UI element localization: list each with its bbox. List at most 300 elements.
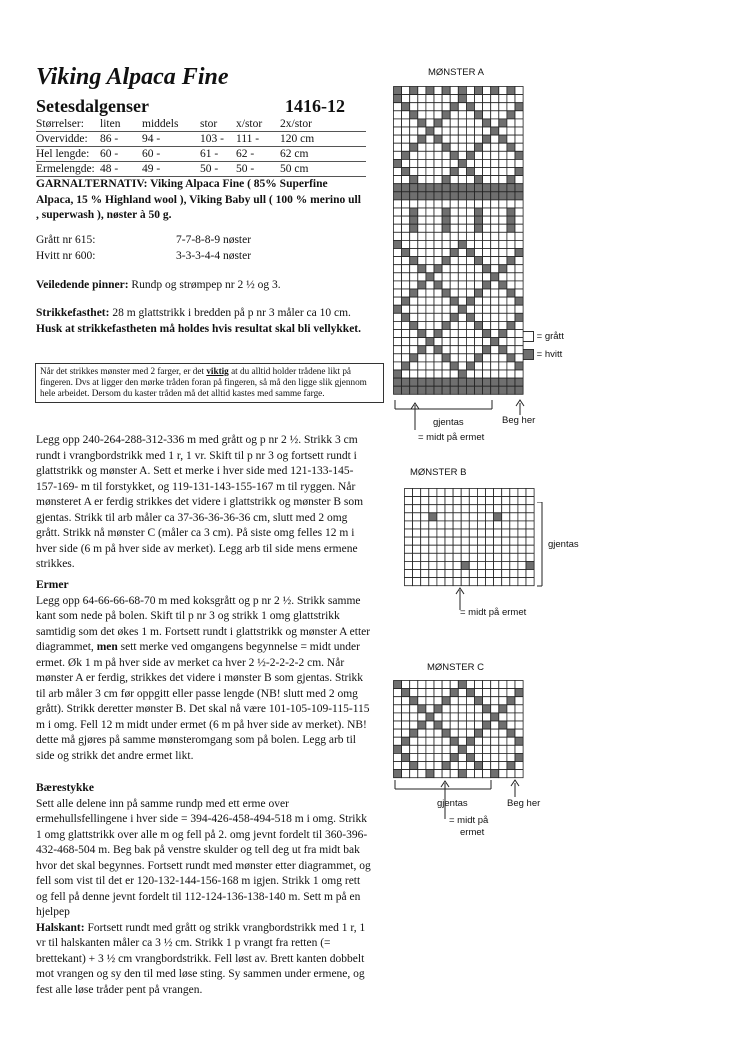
chart-a-cell [402,313,410,321]
chart-a-cell [394,159,402,167]
chart-a-cell [483,354,491,362]
baerestykke-section [36,781,372,998]
chart-c-cell [434,681,442,689]
chart-a-cell [426,289,434,297]
chart-c-cell [491,737,499,745]
chart-a-cell [410,273,418,281]
chart-c-cell [458,729,466,737]
chart-a-cell [434,216,442,224]
note-text-post: at du alltid holder trådene likt på fingeren. Dvs at ligger den mørke tråden foran på fingeren, så må den ligge slik gjennom hele arbeidet. Dersom du kaster tråden må det alltid kastes med samme farge. [40,366,367,399]
chart-a-cell [475,111,483,119]
chart-a-cell [466,386,474,394]
chart-a-cell [402,111,410,119]
chart-a-cell [410,338,418,346]
chart-c-cell [434,753,442,761]
chart-a-cell [491,289,499,297]
chart-a-cell [475,119,483,127]
chart-a-cell [418,176,426,184]
chart-c-cell [394,745,402,753]
chart-a-cell [499,192,507,200]
yarn-color-name: Grått nr 615: [36,234,96,246]
chart-b-cell [469,489,477,497]
chart-c-cell [466,689,474,697]
chart-a-cell [410,208,418,216]
chart-b-cell [437,505,445,513]
chart-a-cell [442,249,450,257]
chart-c-cell [434,689,442,697]
chart-c-cell [483,705,491,713]
chart-c-cell [418,745,426,753]
chart-a-cell [466,330,474,338]
chart-a-cell [483,249,491,257]
chart-a-cell [515,240,523,248]
yarn-color-amount: 3-3-3-4-4 nøster [176,249,252,262]
chart-a-cell [499,297,507,305]
sizes-cell: 48 - [100,163,119,175]
chart-a-cell [418,313,426,321]
chart-a-cell [515,184,523,192]
chart-c-cell [507,721,515,729]
chart-a-cell [466,127,474,135]
chart-c-cell [475,697,483,705]
sizes-cell: 94 - [142,133,161,145]
chart-a-cell [507,321,515,329]
chart-c-cell [450,689,458,697]
ermer-text-b: sett merke ved omgangens begynnelse = midt under ermet. Øk 1 m på hver side av merket ca hver 2 ½-2-2-2-2 cm. Når mønster A er ferdig, strikkes det videre i mønster B som gjentas. Strikk til arb måler 3 cm før oppgitt eller passe lengde (NB! slutt med 2 omg grått). Strikk deretter mønster B. Det skal nå være 101-105-109-115-115 m i omg. Fell 12 m midt under ermet (6 m på hver side av merket). NB! dette må gjøres på samme mønsteromgang som på bolen. Legg arb til side og strikk det andre ermet likt. [36,641,370,762]
chart-a-cell [450,224,458,232]
chart-c-cell [507,681,515,689]
chart-c-beg-her: Beg her [507,798,541,809]
chart-a-cell [410,184,418,192]
chart-b-cell [405,529,413,537]
chart-a-cell [442,289,450,297]
chart-a-cell [450,370,458,378]
chart-c-cell [410,697,418,705]
chart-a-cell [483,330,491,338]
chart-a-cell [466,297,474,305]
chart-a-cell [434,330,442,338]
chart-b-cell [494,489,502,497]
chart-a-cell [466,200,474,208]
chart-a-cell [466,184,474,192]
chart-c-cell [515,689,523,697]
chart-a-cell [507,184,515,192]
chart-b-cell [405,513,413,521]
chart-a-cell [418,127,426,135]
chart-a-cell [426,87,434,95]
chart-c-cell [499,721,507,729]
chart-a-cell [515,297,523,305]
chart-a-cell [515,208,523,216]
chart-c-midt-2: ermet [460,827,485,838]
sizes-row [36,117,366,132]
chart-a-cell [507,240,515,248]
chart-c-cell [418,721,426,729]
chart-b-cell [429,497,437,505]
chart-a-cell [426,249,434,257]
chart-b-cell [413,553,421,561]
chart-a-cell [410,330,418,338]
chart-b-cell [405,521,413,529]
chart-a-cell [507,362,515,370]
chart-c-cell [410,762,418,770]
chart-a-cell [402,289,410,297]
chart-a-cell [507,378,515,386]
chart-a-cell [418,232,426,240]
chart-a-cell [394,176,402,184]
chart-a-cell [394,346,402,354]
sizes-cell: 61 - [200,148,219,160]
chart-a-cell [426,281,434,289]
chart-c-cell [475,737,483,745]
chart-a-cell [410,176,418,184]
chart-b-cell [421,578,429,586]
chart-a-cell [410,321,418,329]
model-number: 1416-12 [285,96,345,116]
chart-a-cell [507,257,515,265]
chart-a-cell [466,257,474,265]
chart-b-cell [437,513,445,521]
chart-c-cell [475,762,483,770]
chart-c-cell [418,753,426,761]
chart-c-cell [394,721,402,729]
chart-b-cell [429,561,437,569]
chart-a-cell [466,119,474,127]
chart-a-cell [458,289,466,297]
chart-c-cell [475,753,483,761]
chart-a-cell [458,103,466,111]
chart-c-cell [483,753,491,761]
chart-a-cell [410,362,418,370]
sizes-cell: liten [100,118,121,130]
chart-a-cell [418,354,426,362]
chart-b-cell [405,497,413,505]
chart-a-cell [466,143,474,151]
chart-a-cell [410,257,418,265]
chart-a-cell [450,297,458,305]
chart-a-cell [394,151,402,159]
chart-a-cell [402,265,410,273]
chart-a-cell [483,370,491,378]
sizes-cell: Ermelengde: [36,163,95,175]
chart-a-cell [475,184,483,192]
chart-a-cell [450,208,458,216]
chart-a-cell [491,216,499,224]
chart-a-cell [418,159,426,167]
chart-a-cell [491,224,499,232]
ermer-text [36,594,372,765]
chart-a-cell [507,103,515,111]
chart-a-cell [434,176,442,184]
baerestykke-text: Sett alle delene inn på samme rundp med ett erme over ermehullsfellingene i hver side = 394-426-458-494-518 m i omg. Strikk 1 omg glattstrikk over alle m og fell på 2. omg jevnt fordelt til 360-396-432-468-504 m. Beg bak på venstre skulder og tell deg ut fra midt bak hvor det skal begynnes. Fortsett rundt med mønster etter diagrammet, og fell som vist til det er 120-132-144-156-168 m igjen. Strikk 1 omg rett og fell på denne jevnt fordelt til 112-124-136-138-140 m. Sett m på en hjelpep [36,797,371,918]
chart-c-cell [483,721,491,729]
chart-a-cell [426,370,434,378]
chart-a-cell [466,273,474,281]
chart-a-cell [442,168,450,176]
chart-a-title: MØNSTER A [428,67,484,78]
chart-a-cell [410,168,418,176]
chart-a-cell [491,159,499,167]
chart-b-cell [405,553,413,561]
chart-a-cell [402,257,410,265]
chart-a-cell [426,273,434,281]
chart-a-cell [418,192,426,200]
chart-a-cell [491,321,499,329]
chart-c-cell [442,753,450,761]
chart-a-cell [410,119,418,127]
chart-c-cell [475,713,483,721]
chart-a-cell [410,281,418,289]
chart-a-cell [410,143,418,151]
sizes-cell: Størrelser: [36,118,84,130]
chart-a-cell [418,111,426,119]
chart-c-cell [507,753,515,761]
yarn-color-row [36,233,366,249]
chart-a-cell [466,249,474,257]
chart-c-cell [507,713,515,721]
chart-a-cell [418,200,426,208]
chart-c-cell [402,737,410,745]
chart-a-cell [394,103,402,111]
chart-a-cell [450,362,458,370]
chart-a-cell [442,330,450,338]
chart-a-cell [434,370,442,378]
chart-a-cell [475,143,483,151]
chart-c-cell [426,721,434,729]
chart-c-cell [507,705,515,713]
chart-a-cell [483,143,491,151]
chart-a-cell [434,95,442,103]
chart-a-cell [466,338,474,346]
chart-a-cell [434,135,442,143]
chart-a-cell [450,151,458,159]
chart-a-cell [515,370,523,378]
chart-c-cell [394,689,402,697]
chart-a-cell [458,111,466,119]
chart-c-cell [450,705,458,713]
note-emphasis: viktig [206,366,229,376]
chart-b-cell [405,570,413,578]
chart-c-cell [466,762,474,770]
chart-c-cell [442,721,450,729]
chart-a-cell [426,330,434,338]
chart-c-cell [426,689,434,697]
chart-a-cell [483,95,491,103]
chart-a-cell [466,281,474,289]
chart-a-cell [491,151,499,159]
chart-b-cell [486,489,494,497]
chart-c-cell [507,697,515,705]
chart-a-cell [483,313,491,321]
chart-a-cell [402,224,410,232]
chart-a-cell [410,297,418,305]
chart-a-cell [442,159,450,167]
sizes-cell: 60 - [142,148,161,160]
chart-a-cell [466,313,474,321]
chart-b-cell [413,505,421,513]
chart-a-cell [466,87,474,95]
chart-c-grid [393,680,524,780]
chart-a-cell [418,135,426,143]
chart-a-cell [402,240,410,248]
chart-a-cell [426,143,434,151]
chart-b-cell [421,489,429,497]
chart-c-cell [426,697,434,705]
chart-a-cell [402,151,410,159]
chart-a-cell [410,159,418,167]
chart-a-cell [426,313,434,321]
chart-a-cell [450,354,458,362]
chart-c-cell [418,689,426,697]
chart-a-cell [466,289,474,297]
chart-a-cell [394,321,402,329]
chart-c-cell [402,729,410,737]
chart-a-cell [491,265,499,273]
chart-a-cell [434,224,442,232]
chart-a-cell [483,265,491,273]
chart-a-cell [491,330,499,338]
chart-a-cell [418,240,426,248]
chart-a-cell [402,192,410,200]
chart-a-cell [442,111,450,119]
chart-a-cell [483,176,491,184]
chart-a-cell [499,273,507,281]
chart-a-cell [458,330,466,338]
chart-a-cell [402,159,410,167]
chart-a-cell [426,184,434,192]
chart-a-cell [450,192,458,200]
chart-a-cell [507,176,515,184]
chart-c-midt: = midt på [449,815,489,826]
chart-a-cell [507,346,515,354]
chart-c-cell [499,697,507,705]
chart-a-cell [410,313,418,321]
chart-a-cell [499,143,507,151]
chart-a-cell [499,159,507,167]
chart-a-cell [466,224,474,232]
chart-a-cell [483,216,491,224]
chart-c-cell [458,737,466,745]
chart-a-cell [450,87,458,95]
chart-a-cell [466,362,474,370]
chart-a-cell [499,95,507,103]
chart-a-cell [491,240,499,248]
chart-a-cell [434,378,442,386]
chart-a-cell [426,232,434,240]
chart-c-cell [499,705,507,713]
chart-a-cell [499,127,507,135]
chart-a-cell [402,135,410,143]
chart-a-cell [515,200,523,208]
chart-a-cell [475,87,483,95]
chart-c-cell [418,762,426,770]
chart-a-cell [499,305,507,313]
chart-c-cell [483,762,491,770]
chart-a-cell [458,87,466,95]
chart-a-cell [499,111,507,119]
chart-a-cell [507,216,515,224]
chart-a-cell [507,168,515,176]
chart-a-cell [402,119,410,127]
chart-c-cell [515,721,523,729]
chart-a-cell [442,240,450,248]
chart-b-gjentas: gjentas [548,539,579,550]
chart-a-cell [418,305,426,313]
chart-a-cell [507,330,515,338]
chart-a-cell [394,330,402,338]
chart-a-cell [394,257,402,265]
chart-a-cell [483,273,491,281]
chart-a-cell [394,313,402,321]
chart-c-cell [434,713,442,721]
chart-a-cell [475,208,483,216]
chart-b-cell [429,521,437,529]
yarn-color-name: Hvitt nr 600: [36,249,96,262]
chart-a-cell [434,208,442,216]
chart-a-cell [507,281,515,289]
chart-c-cell [402,689,410,697]
chart-b-cell [437,497,445,505]
chart-a-cell [475,362,483,370]
chart-b-cell [429,570,437,578]
chart-c-cell [499,753,507,761]
chart-c-cell [499,713,507,721]
chart-a-cell [450,127,458,135]
chart-c-cell [450,737,458,745]
chart-a-cell [410,224,418,232]
chart-b-cell [502,489,510,497]
chart-a-cell [507,313,515,321]
chart-a-cell [450,95,458,103]
chart-b-cell [429,505,437,513]
chart-a-cell [483,208,491,216]
chart-a-cell [434,184,442,192]
chart-a-cell [499,119,507,127]
chart-a-cell [418,257,426,265]
chart-c-cell [402,745,410,753]
chart-a-cell [483,135,491,143]
chart-c-cell [450,697,458,705]
chart-a-cell [426,111,434,119]
chart-a-cell [402,103,410,111]
chart-a-cell [458,168,466,176]
chart-a-cell [394,265,402,273]
chart-a-cell [491,143,499,151]
chart-a-cell [418,321,426,329]
chart-c-cell [491,762,499,770]
chart-c-cell [458,745,466,753]
chart-a-cell [450,265,458,273]
chart-a-cell [442,103,450,111]
chart-a-cell [442,176,450,184]
chart-a-cell [450,232,458,240]
halskant-text: Fortsett rundt med grått og strikk vrangbordstrikk med 1 r, 1 vr til halskanten måler ca 3 ½ cm. Strikk 1 p vrangt fra retten (= brettekant) + 3 ½ cm vrangbordstrikk. Fell løst av. Brett kanten dobbelt mot vrangen og sy den til med løse sting. Sy sammen under ermene, og fest alle løse tråder pent på vrangen. [36,921,366,996]
chart-a-cell [475,95,483,103]
chart-a-cell [475,281,483,289]
chart-b-midt: = midt på ermet [460,607,527,618]
chart-a-cell [450,249,458,257]
chart-a-cell [402,216,410,224]
chart-a-cell [418,216,426,224]
chart-a-cell [466,305,474,313]
chart-a-cell [491,111,499,119]
chart-a-cell [426,103,434,111]
chart-a-cell [515,232,523,240]
chart-a-cell [491,370,499,378]
chart-a-cell [483,224,491,232]
chart-c-cell [499,737,507,745]
chart-a-cell [394,386,402,394]
